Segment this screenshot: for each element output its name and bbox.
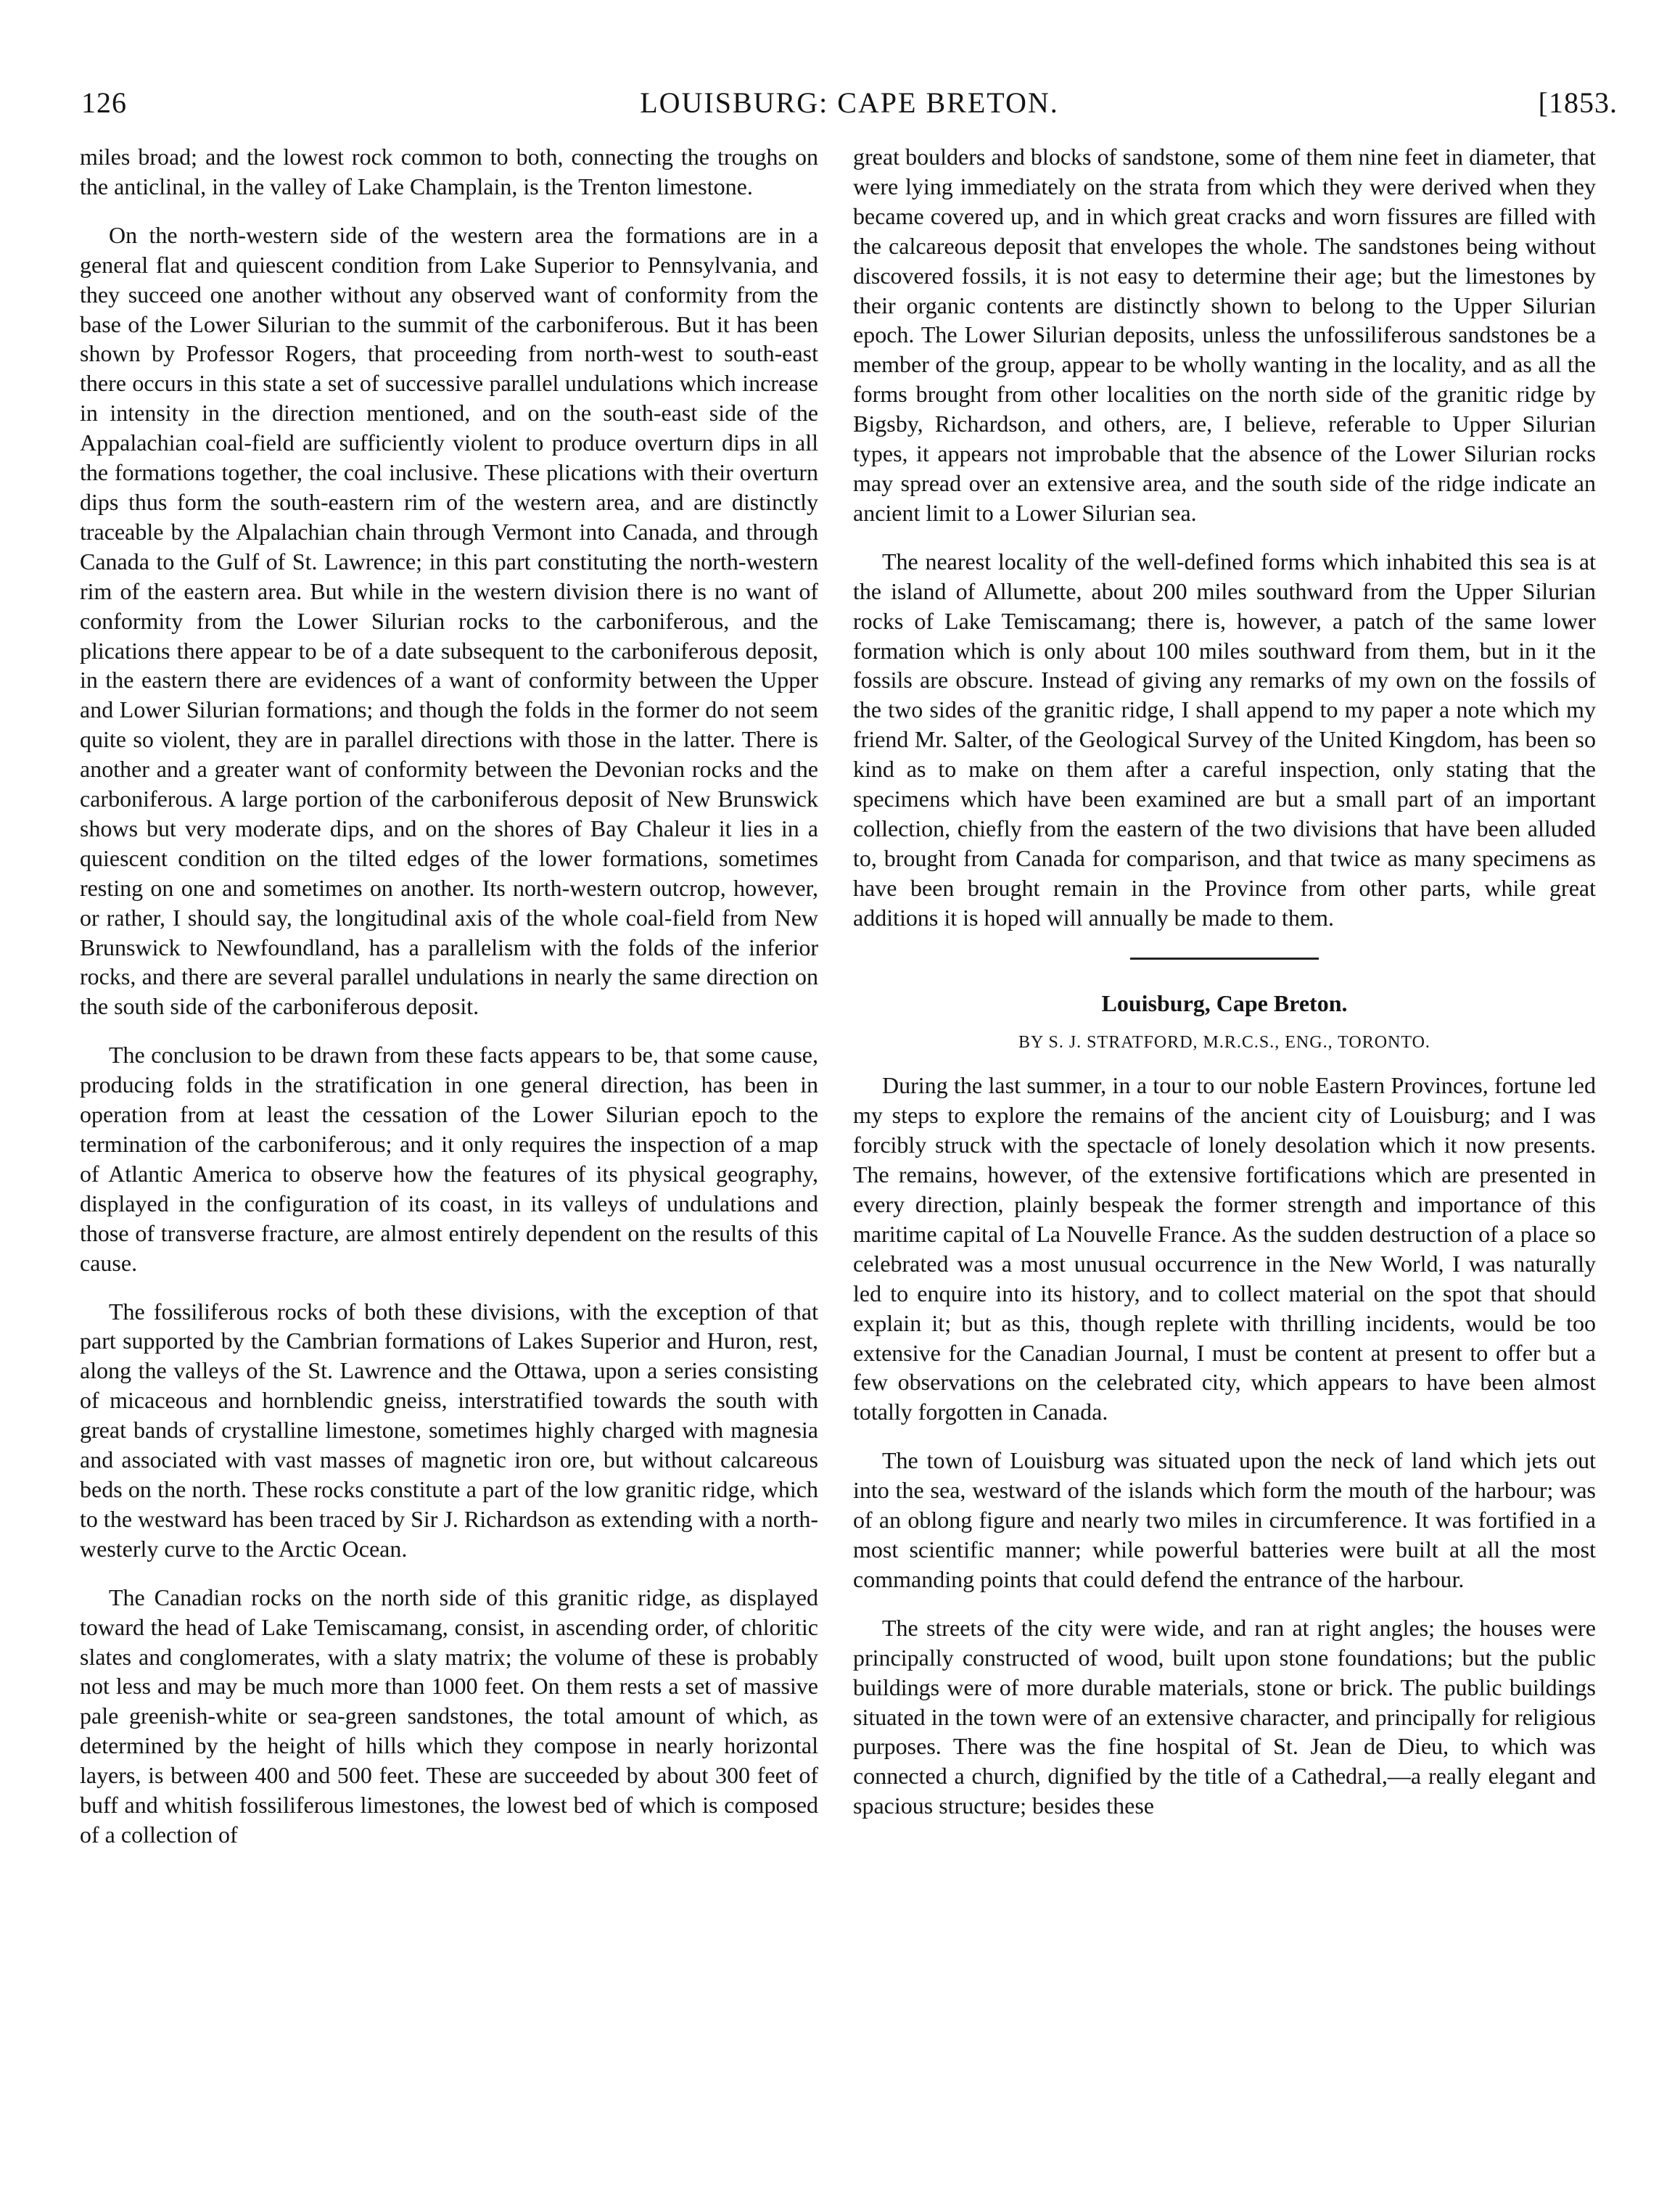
body-paragraph: The town of Louisburg was situated upon the neck of land which jets out into the sea, westward of the islands which form the mouth of the harbour; was of an oblong figure and nearly two miles in circumference. It was fortified in a most scientific manner; while powerful batteries were built at all the most commanding points that could defend the entrance of the harbour. — [853, 1447, 1596, 1592]
section-divider — [1130, 958, 1319, 960]
body-paragraph: The streets of the city were wide, and ran at right angles; the houses were principally constructed of wood, built upon stone foundations; but the public buildings were of more durable materials, stone or brick. The public buildings situated in the town were of an extensive character, and principally for religious purposes. There was the fine hospital of St. Jean de Dieu, to which was connected a church, dignified by the title of a Cathedral,—a really elegant and spacious structure; besides these — [853, 1614, 1596, 1819]
running-title: LOUISBURG: CAPE BRETON. — [640, 86, 1059, 119]
article-title: Louisburg, Cape Breton. — [1101, 989, 1348, 1016]
article-byline: BY S. J. STRATFORD, M.R.C.S., ENG., TORONTO. — [1018, 1033, 1430, 1053]
body-paragraph: great boulders and blocks of sandstone, some of them nine feet in diameter, that were lying immediately on the strata from which they were derived when they became covered up, and in which great cracks and worn fissures are filled with the calcareous deposit that envelopes the whole. The sandstones being without discovered fossils, it is not easy to determine their age; but the limestones by their organic contents are distinctly shown to belong to the Upper Silurian epoch. The Lower Silurian deposits, unless the unfossiliferous sandstones be a member of the group, appear to be wholly wanting in the locality, and as all the forms brought from other localities on the north side of the granitic ridge by Bigsby, Richardson, and others, are, I believe, referable to Upper Silurian types, it appears not improbable that the absence of the Lower Silurian rocks may spread over an extensive area, and the south side of the ridge indicate an ancient limit to a Lower Silurian sea. — [853, 144, 1596, 526]
body-paragraph: The nearest locality of the well-defined forms which inhabited this sea is at the island of Allumette, about 200 miles southward from the Upper Silurian rocks of Lake Temiscamang; there is, however, a patch of the same lower formation which is only about 100 miles southward from them, but in it the fossils are obscure. Instead of giving any remarks of my own on the fossils of the two sides of the granitic ridge, I shall append to my paper a note which my friend Mr. Salter, of the Geological Survey of the United Kingdom, has been so kind as to make on them after a careful inspection, only stating that the specimens which have been examined are but a small part of an important collection, chiefly from the eastern of the two divisions that have been alluded to, brought from Canada for comparison, and that twice as many specimens as have been brought remain in the Province from other parts, while great additions it is hoped will annually be made to them. — [853, 548, 1596, 931]
body-paragraph: miles broad; and the lowest rock common to both, connecting the troughs on the anticlinal, in the valley of Lake Champlain, is the Trenton limestone. — [80, 144, 818, 199]
right-column — [853, 142, 1596, 1840]
body-paragraph: The conclusion to be drawn from these facts appears to be, that some cause, producing folds in the stratification in one general direction, has been in operation from at least the cessation of the Lower Silurian epoch to the termination of the carboniferous; and it only requires the inspection of a map of Atlantic America to observe how the features of its physical geography, displayed in the configuration of its coast, in its valleys of undulations and those of transverse fracture, are almost entirely dependent on the results of this cause. — [80, 1042, 818, 1276]
body-paragraph: The fossiliferous rocks of both these divisions, with the exception of that part supported by the Cambrian formations of Lakes Superior and Huron, rest, along the valleys of the St. Lawrence and the Ottawa, upon a series consisting of micaceous and hornblendic gneiss, interstratified towards the south with great bands of crystalline limestone, sometimes highly charged with magnesia and associated with vast masses of magnetic iron ore, but without calcareous beds on the north. These rocks constitute a part of the low granitic ridge, which to the westward has been traced by Sir J. Richardson as extending with a north-westerly curve to the Arctic Ocean. — [80, 1298, 818, 1562]
body-paragraph: On the north-western side of the western area the formations are in a general flat and quiescent condition from Lake Superior to Pennsylvania, and they succeed one another without any observed want of conformity from the base of the Lower Silurian to the summit of the carboniferous. But it has been shown by Professor Rogers, that proceeding from north-west to south-east there occurs in this state a set of successive parallel undulations which increase in intensity in the direction mentioned, and on the south-east side of the Appalachian coal-field are sufficiently violent to produce overturn dips in all the formations together, the coal inclusive. These plications with their overturn dips thus form the south-eastern rim of the western area, and are distinctly traceable by the Alpalachian chain through Vermont into Canada, and through Canada to the Gulf of St. Lawrence; in this part constituting the north-western rim of the eastern area. But while in the western division there is no want of conformity from the Lower Silurian rocks to the carboniferous, and the plications there appear to be of a date subsequent to the carboniferous deposit, in the eastern there are evidences of a want of conformity between the Upper and Lower Silurian formations; and though the folds in the former do not seem quite so violent, they are in parallel directions with those in the latter. There is another and a greater want of conformity between the Devonian rocks and the carboniferous. A large portion of the carboniferous deposit of New Brunswick shows but very moderate dips, and on the shores of Bay Chaleur it lies in a quiescent condition on the tilted edges of the lower formations, sometimes resting on one and sometimes on another. Its north-western outcrop, however, or rather, I should say, the longitudinal axis of the whole coal-field from New Brunswick to Newfoundland, has a parallelism with the folds of the inferior rocks, and there are several parallel undulations in nearly the same direction on the south side of the carboniferous deposit. — [80, 221, 818, 1020]
page-number: 126 — [81, 86, 127, 119]
body-paragraph: During the last summer, in a tour to our noble Eastern Provinces, fortune led my steps to explore the remains of the ancient city of Louisburg; and I was forcibly struck with the spectacle of lonely desolation which it now presents. The remains, however, of the extensive fortifications which are presented in every direction, plainly bespeak the former strength and importance of this maritime capital of La Nouvelle France. As the sudden destruction of a place so celebrated was a most unusual occurrence in the New World, I was naturally led to enquire into its history, and to collect material on the spot that should explain it; but as this, though replete with thrilling incidents, would be too extensive for the Canadian Journal, I must be content at present to offer but a few observations on the celebrated city, which appears to have been almost totally forgotten in Canada. — [853, 1072, 1596, 1425]
running-header — [81, 86, 1618, 129]
volume-year: [1853. — [1538, 86, 1618, 119]
body-paragraph: The Canadian rocks on the north side of this granitic ridge, as displayed toward the head of Lake Temiscamang, consist, in ascending order, of chloritic slates and conglomerates, with a slaty matrix; the volume of these is probably not less and may be much more than 1000 feet. On them rests a set of massive pale greenish-white or sea-green sandstones, the total amount of which, as determined by the height of hills which they compose in nearly horizontal layers, is between 400 and 500 feet. These are succeeded by about 300 feet of buff and whitish fossiliferous limestones, the lowest bed of which is composed of a collection of — [80, 1584, 818, 1848]
left-column — [80, 142, 818, 1869]
